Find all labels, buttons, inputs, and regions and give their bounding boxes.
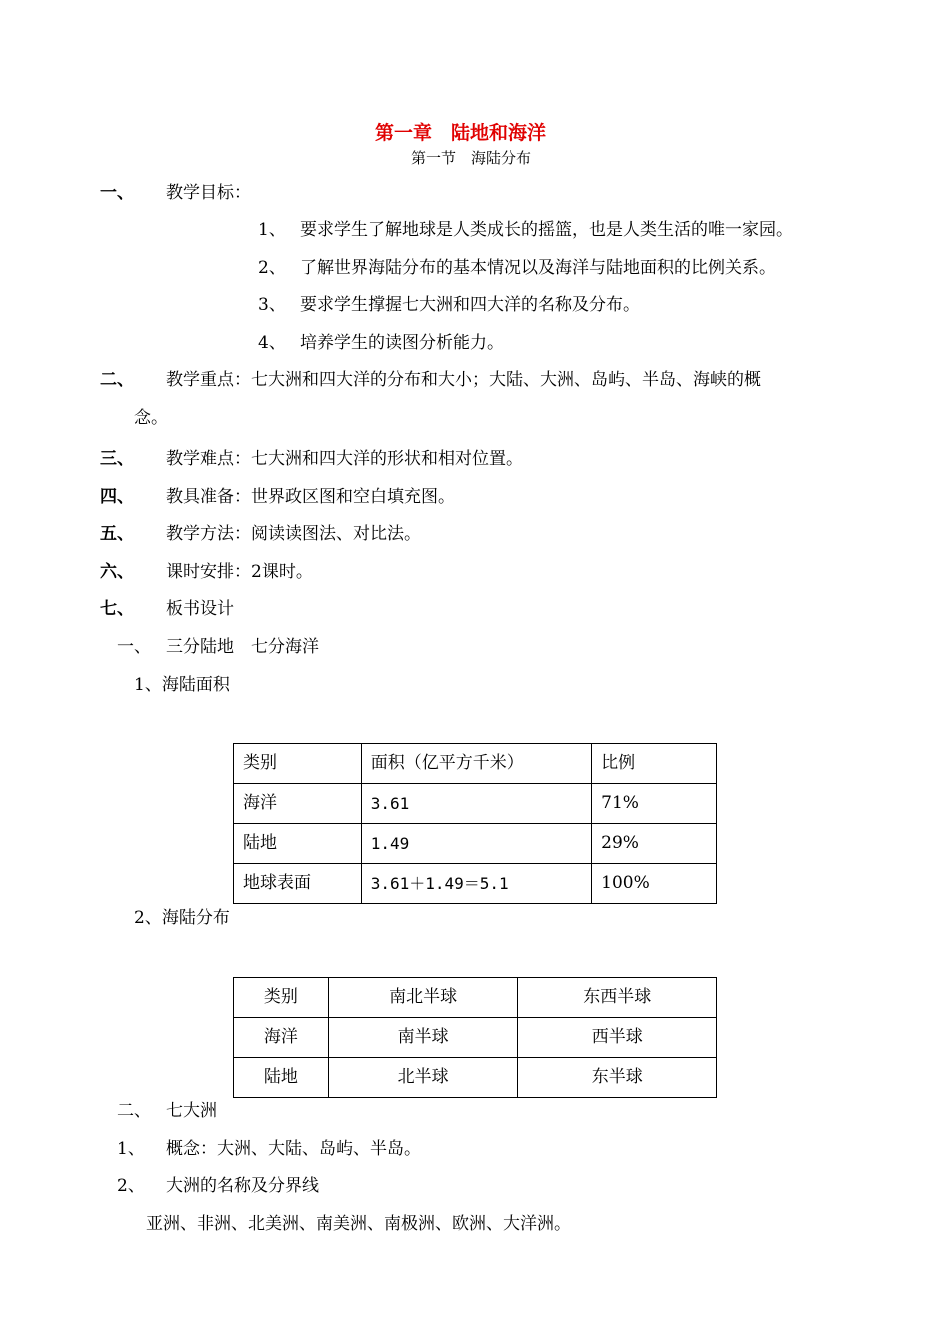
table-row <box>234 864 717 904</box>
item-text: 教学难点：七大洲和四大洋的形状和相对位置。 <box>166 449 523 469</box>
table-header-row <box>234 744 717 784</box>
goal-text: 要求学生了解地球是人类成长的摇篮，也是人类生活的唯一家园。 <box>300 220 793 240</box>
item-text: 板书设计 <box>166 599 234 619</box>
item-text: 教学方法：阅读读图法、对比法。 <box>166 524 421 544</box>
table-cell: 陆地 <box>234 824 362 864</box>
table-cell: 类别 <box>234 744 362 784</box>
goal-text: 了解世界海陆分布的基本情况以及海洋与陆地面积的比例关系。 <box>300 258 776 278</box>
table-cell: 北半球 <box>328 1058 518 1098</box>
goal-number: 3、 <box>258 295 286 315</box>
table-cell: 类别 <box>234 978 329 1018</box>
item-number: 一、 <box>100 183 134 203</box>
land-sea-area-table <box>233 743 717 904</box>
item-number: 四、 <box>100 487 134 507</box>
table-cell: 71% <box>592 784 717 824</box>
table-cell: 面积（亿平方千米） <box>361 744 591 784</box>
continent-list: 亚洲、非洲、北美洲、南美洲、南极洲、欧洲、大洋洲。 <box>146 1214 571 1234</box>
board-subheading: 1、海陆面积 <box>134 675 230 695</box>
table-cell: 东半球 <box>518 1058 717 1098</box>
table-cell: 东西半球 <box>518 978 717 1018</box>
goal-number: 1、 <box>258 220 286 240</box>
item-number: 二、 <box>100 370 134 390</box>
item-number: 五、 <box>100 524 134 544</box>
board-item-number: 2、 <box>117 1176 145 1196</box>
table-row <box>234 1018 717 1058</box>
item-number: 六、 <box>100 562 134 582</box>
board-part-text: 七大洲 <box>166 1101 217 1121</box>
table-cell: 陆地 <box>234 1058 329 1098</box>
goal-number: 4、 <box>258 333 286 353</box>
land-sea-distribution-table <box>233 977 717 1098</box>
table-cell: 100% <box>592 864 717 904</box>
item-text: 课时安排：2课时。 <box>166 562 313 582</box>
board-item-number: 1、 <box>117 1139 145 1159</box>
goal-number: 2、 <box>258 258 286 278</box>
board-item-text: 大洲的名称及分界线 <box>166 1176 319 1196</box>
goal-text: 培养学生的读图分析能力。 <box>300 333 504 353</box>
table-row <box>234 824 717 864</box>
table-cell: 3.61 <box>361 784 591 824</box>
table-header-row <box>234 978 717 1018</box>
board-part-number: 一、 <box>117 637 151 657</box>
section-title: 第一节 海陆分布 <box>411 149 532 167</box>
item-text: 教学重点：七大洲和四大洋的分布和大小；大陆、大洲、岛屿、半岛、海峡的概 <box>166 370 761 390</box>
chapter-title: 第一章 陆地和海洋 <box>375 122 547 144</box>
table-cell: 南半球 <box>328 1018 518 1058</box>
table-cell: 29% <box>592 824 717 864</box>
item-number: 七、 <box>100 599 134 619</box>
table-cell: 3.61＋1.49＝5.1 <box>361 864 591 904</box>
table-row <box>234 784 717 824</box>
table-cell: 海洋 <box>234 784 362 824</box>
table-cell: 南北半球 <box>328 978 518 1018</box>
table-cell: 西半球 <box>518 1018 717 1058</box>
table-cell: 1.49 <box>361 824 591 864</box>
board-part-number: 二、 <box>117 1101 151 1121</box>
board-part-text: 三分陆地 七分海洋 <box>166 637 319 657</box>
board-subheading: 2、海陆分布 <box>134 908 230 928</box>
item-text: 教具准备：世界政区图和空白填充图。 <box>166 487 455 507</box>
goal-text: 要求学生撑握七大洲和四大洋的名称及分布。 <box>300 295 640 315</box>
table-row <box>234 1058 717 1098</box>
table-cell: 比例 <box>592 744 717 784</box>
board-item-text: 概念：大洲、大陆、岛屿、半岛。 <box>166 1139 421 1159</box>
item-text: 教学目标： <box>166 183 251 203</box>
item-text-continued: 念。 <box>134 408 168 428</box>
table-cell: 海洋 <box>234 1018 329 1058</box>
item-number: 三、 <box>100 449 134 469</box>
table-cell: 地球表面 <box>234 864 362 904</box>
